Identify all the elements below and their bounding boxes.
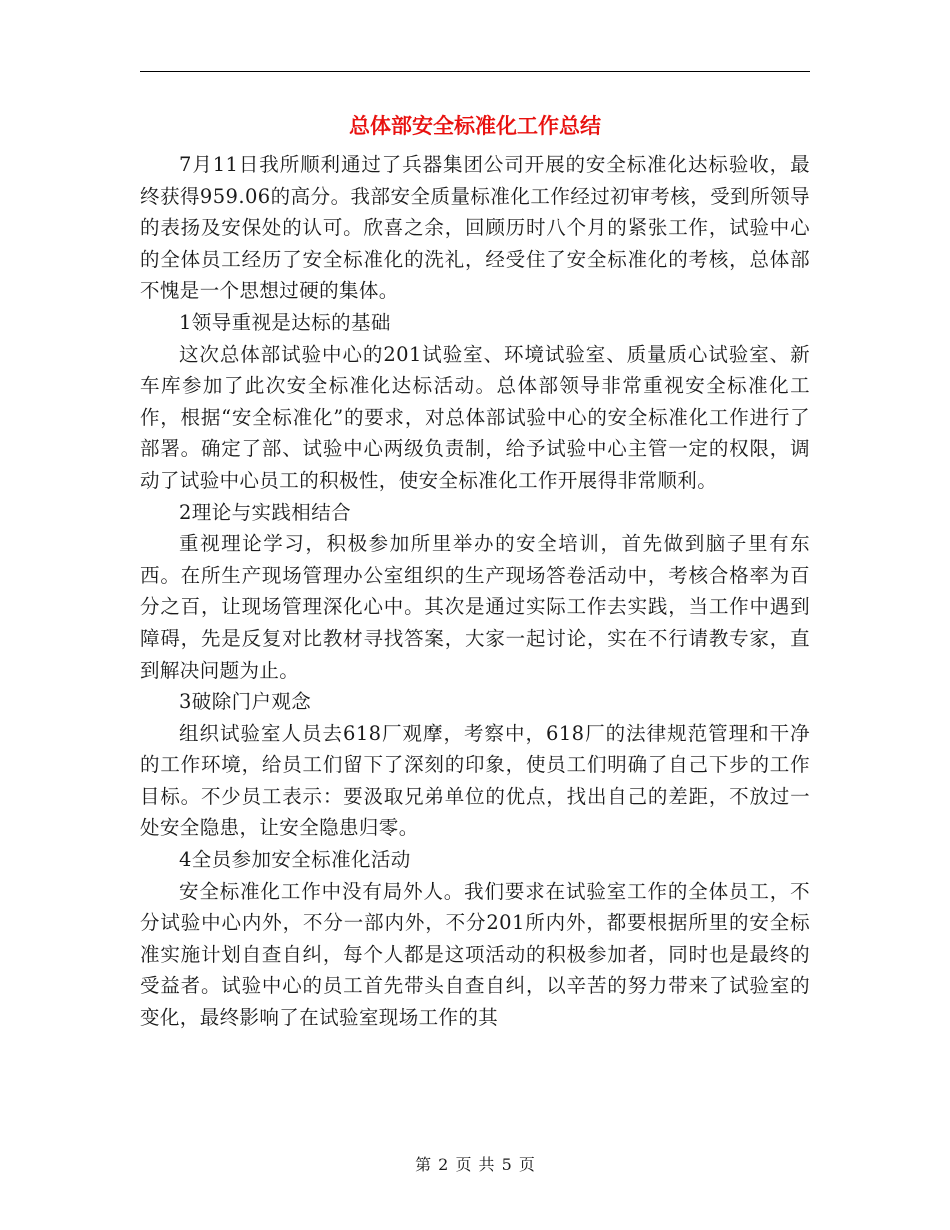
- header-rule: [140, 71, 810, 72]
- document-title: 总体部安全标准化工作总结: [349, 114, 601, 138]
- section-heading-1: 1领导重视是达标的基础: [179, 310, 391, 334]
- section-heading-2: 2理论与实践相结合: [179, 500, 352, 524]
- paragraph-section-3: 组织试验室人员去618厂观摩，考察中，618厂的法律规范管理和干净的工作环境，给员工们留下了深刻的印象，使员工们明确了自己下步的工作目标。不少员工表示：要汲取兄弟单位的优点，找出自己的差距，不放过一处安全隐患，让安全隐患归零。: [140, 721, 810, 840]
- paragraph-section-1: 这次总体部试验中心的201试验室、环境试验室、质量质心试验室、新车库参加了此次安全标准化达标活动。总体部领导非常重视安全标准化工作，根据“安全标准化”的要求，对总体部试验中心的安全标准化工作进行了部署。确定了部、试验中心两级负责制，给予试验中心主管一定的权限，调动了试验中心员工的积极性，使安全标准化工作开展得非常顺利。: [140, 342, 810, 492]
- section-heading-3: 3破除门户观念: [179, 690, 312, 714]
- paragraph-intro: 7月11日我所顺利通过了兵器集团公司开展的安全标准化达标验收，最终获得959.06的高分。我部安全质量标准化工作经过初审考核，受到所领导的表扬及安保处的认可。欣喜之余，回顾历时八个月的紧张工作，试验中心的全体员工经历了安全标准化的洗礼，经受住了安全标准化的考核，总体部不愧是一个思想过硬的集体。: [140, 153, 810, 303]
- section-heading-4: 4全员参加安全标准化活动: [179, 848, 411, 872]
- page-footer: [0, 1153, 950, 1177]
- page-number: 第 2 页 共 5 页: [415, 1155, 535, 1174]
- paragraph-section-2: 重视理论学习，积极参加所里举办的安全培训，首先做到脑子里有东西。在所生产现场管理办公室组织的生产现场答卷活动中，考核合格率为百分之百，让现场管理深化心中。其次是通过实际工作去实践，当工作中遇到障碍，先是反复对比教材寻找答案，大家一起讨论，实在不行请教专家，直到解决问题为止。: [140, 532, 810, 682]
- document-body: [140, 149, 810, 1034]
- paragraph-section-4: 安全标准化工作中没有局外人。我们要求在试验室工作的全体员工，不分试验中心内外，不分一部内外，不分201所内外，都要根据所里的安全标准实施计划自查自纠，每个人都是这项活动的积极参加者，同时也是最终的受益者。试验中心的员工首先带头自查自纠，以辛苦的努力带来了试验室的变化，最终影响了在试验室现场工作的其: [140, 879, 810, 1030]
